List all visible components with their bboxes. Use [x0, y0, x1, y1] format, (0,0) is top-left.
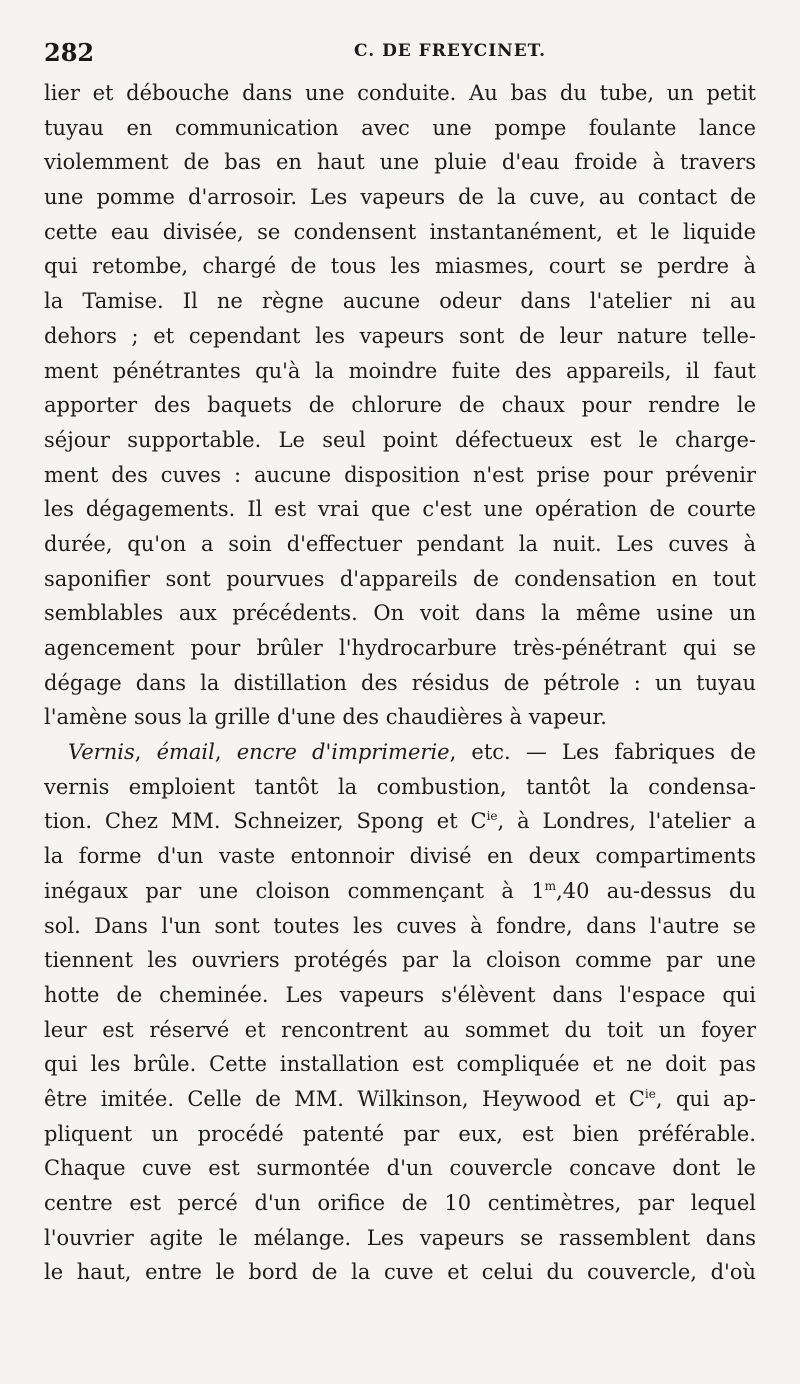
text-line: sol. Dans l'un sont toutes les cuves à fondre, dans l'autre se	[44, 913, 756, 938]
text-line: les dégagements. Il est vrai que c'est une opération de courte	[44, 497, 756, 522]
text-line: Chaque cuve est surmontée d'un couvercle concave dont le	[44, 1156, 756, 1181]
text-line: durée, qu'on a soin d'effectuer pendant la nuit. Les cuves à	[44, 531, 756, 556]
text-line: centre est percé d'un orifice de 10 centimètres, par lequel	[44, 1191, 756, 1215]
text-line: ment pénétrantes qu'à la moindre fuite des appareils, il faut	[44, 358, 756, 383]
page-header	[44, 38, 756, 78]
heading-vernis: Vernis	[68, 740, 135, 765]
heading-rest: , etc. — Les fabriques de	[449, 740, 756, 765]
paragraph-heading-line: Vernis, émail, encre d'imprimerie, etc. — Les fabriques de	[68, 740, 756, 765]
heading-encre: encre d'imprimerie	[236, 740, 450, 765]
text-line: violemment de bas en haut une pluie d'eau froide à travers	[44, 150, 756, 175]
text-line: vernis emploient tantôt la combustion, tantôt la condensa-	[44, 774, 756, 799]
text-line: qui les brûle. Cette installation est compliquée et ne doit pas	[44, 1052, 756, 1077]
text-fragment: inégaux par une cloison commençant à 1	[44, 878, 545, 903]
page-number: 282	[44, 38, 95, 67]
superscript: ie	[644, 1086, 656, 1101]
text-line: cette eau divisée, se condensent instantanément, et le liquide	[44, 219, 756, 244]
text-line: lier et débouche dans une conduite. Au bas du tube, un petit	[44, 81, 756, 105]
superscript: ie	[486, 809, 498, 824]
text-fragment: ,40 au-dessus du	[556, 878, 756, 903]
text-line: tuyau en communication avec une pompe foulante lance	[44, 115, 756, 140]
text-line: qui retombe, chargé de tous les miasmes, court se perdre à	[44, 254, 756, 279]
body-text	[44, 76, 756, 1290]
text-line: dehors ; et cependant les vapeurs sont de leur nature telle-	[44, 323, 756, 348]
superscript: m	[544, 878, 557, 893]
text-line: le haut, entre le bord de la cuve et celui du couvercle, d'où	[44, 1260, 756, 1285]
text-line: agencement pour brûler l'hydrocarbure très-pénétrant qui se	[44, 636, 756, 660]
text-line: la forme d'un vaste entonnoir divisé en deux compartiments	[44, 844, 756, 869]
text-line: leur est réservé et rencontrent au sommet du toit un foyer	[44, 1017, 756, 1042]
text-line: hotte de cheminée. Les vapeurs s'élèvent dans l'espace qui	[44, 982, 756, 1007]
text-line: l'amène sous la grille d'une des chaudières à vapeur.	[44, 705, 607, 730]
text-fragment: , qui ap-	[655, 1086, 756, 1111]
text-line: séjour supportable. Le seul point défectueux est le charge-	[44, 427, 756, 452]
text-line	[44, 1082, 756, 1117]
text-line: semblables aux précédents. On voit dans la même usine un	[44, 601, 756, 626]
text-line: tiennent les ouvriers protégés par la cloison comme par une	[44, 948, 756, 973]
text-line: pliquent un procédé patenté par eux, est bien préférable.	[44, 1121, 756, 1146]
text-line: la Tamise. Il ne règne aucune odeur dans l'atelier ni au	[44, 289, 756, 314]
text-line: ment des cuves : aucune disposition n'est prise pour prévenir	[44, 462, 756, 487]
text-line	[44, 804, 756, 839]
text-fragment: être imitée. Celle de MM. Wilkinson, Heywood et C	[44, 1086, 645, 1111]
text-line: l'ouvrier agite le mélange. Les vapeurs se rassemblent dans	[44, 1225, 756, 1250]
text-line: apporter des baquets de chlorure de chaux pour rendre le	[44, 393, 756, 418]
text-fragment: , à Londres, l'atelier a	[497, 809, 756, 834]
text-line: saponifier sont pourvues d'appareils de condensation en tout	[44, 566, 756, 591]
running-head: C. DE FREYCINET.	[354, 41, 547, 61]
text-line: une pomme d'arrosoir. Les vapeurs de la cuve, au contact de	[44, 185, 756, 210]
heading-email: émail	[156, 740, 215, 765]
text-line	[44, 874, 756, 909]
text-fragment: tion. Chez MM. Schneizer, Spong et C	[44, 809, 487, 834]
text-line: dégage dans la distillation des résidus de pétrole : un tuyau	[44, 670, 756, 695]
